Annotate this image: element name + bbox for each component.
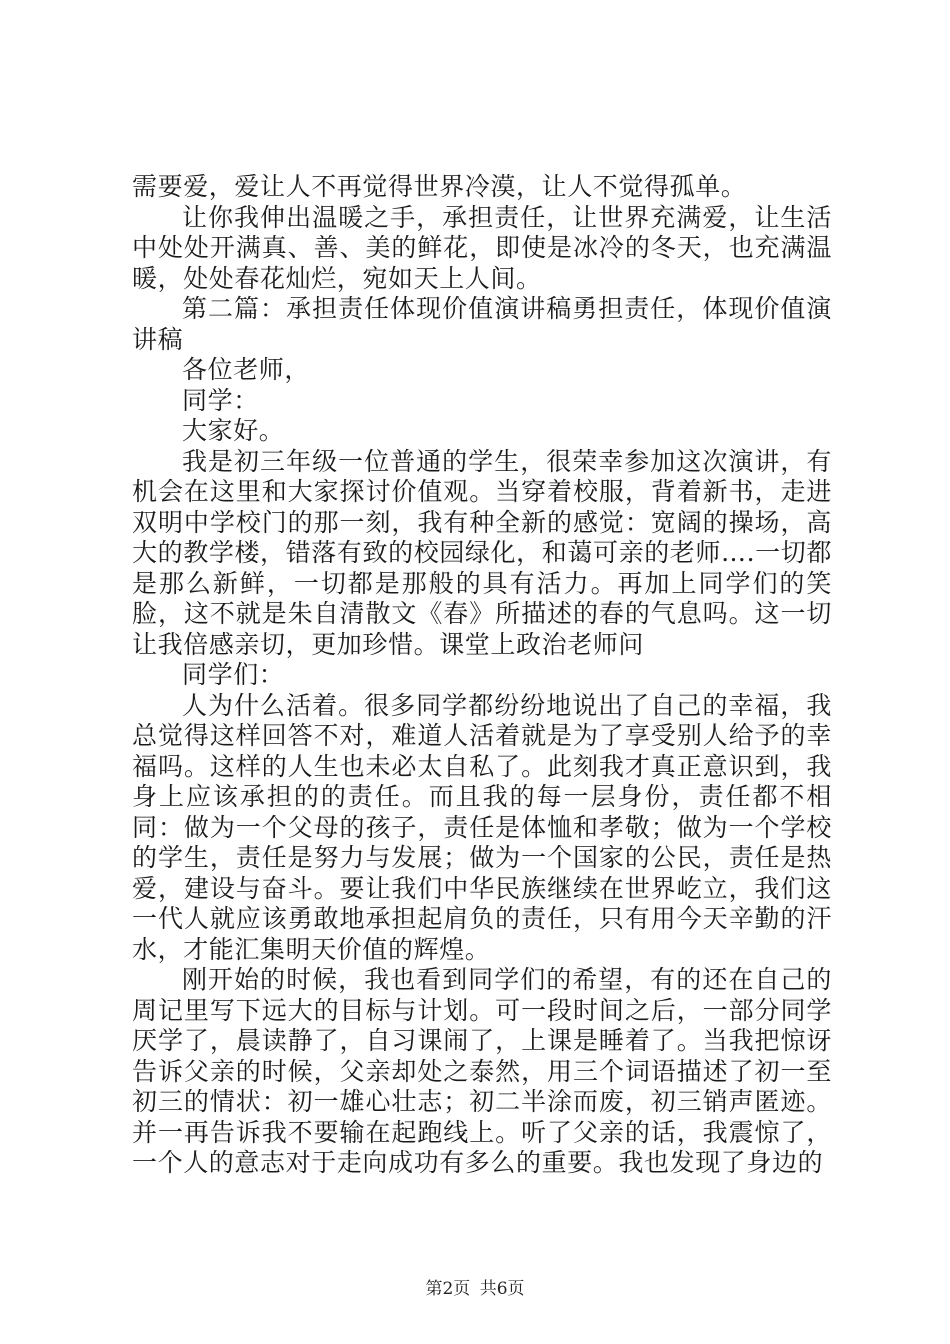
document-body — [132, 172, 832, 1179]
paragraph-2: 让你我伸出温暖之手，承担责任，让世界充满爱，让生活中处处开满真、善、美的鲜花，即使是冰冷的冬天，也充满温暖，处处春花灿烂，宛如天上人间。 — [132, 202, 832, 293]
page-number: 第2页 — [425, 1279, 471, 1299]
page-footer — [0, 1274, 950, 1299]
salutation-teachers: 各位老师， — [182, 355, 311, 384]
salutation-classmates: 同学们： — [182, 660, 285, 689]
paragraph-beginning: 刚开始的时候，我也看到同学们的希望，有的还在自己的周记里写下远大的目标与计划。可一段时间之后，一部分同学厌学了，晨读静了，自习课闹了，上课是睡着了。当我把惊讶告诉父亲的时候，父亲却处之泰然，用三个词语描述了初一至初三的情状：初一雄心壮志；初二半涂而废，初三销声匿迹。并一再告诉我不要输在起跑线上。听了父亲的话，我震惊了，一个人的意志对于走向成功有多么的重要。我也发现了身边的 — [132, 965, 832, 1177]
section-heading: 第二篇：承担责任体现价值演讲稿勇担责任，体现价值演讲稿 — [132, 294, 832, 354]
greeting: 大家好。 — [182, 416, 285, 445]
paragraph-1: 需要爱，爱让人不再觉得世界冷漠，让人不觉得孤单。 — [132, 172, 747, 201]
paragraph-responsibility: 人为什么活着。很多同学都纷纷地说出了自己的幸福，我总觉得这样回答不对，难道人活着就是为了享受别人给予的幸福吗。这样的人生也未必太自私了。此刻我才真正意识到，我身上应该承担的的责任。而且我的每一层身份，责任都不相同：做为一个父母的孩子，责任是体恤和孝敬；做为一个学校的学生，责任是努力与发展；做为一个国家的公民，责任是热爱，建设与奋斗。要让我们中华民族继续在世界屹立，我们这一代人就应该勇敢地承担起肩负的责任，只有用今天辛勤的汗水，才能汇集明天价值的辉煌。 — [132, 690, 832, 964]
paragraph-intro: 我是初三年级一位普通的学生，很荣幸参加这次演讲，有机会在这里和大家探讨价值观。当穿着校服，背着新书，走进双明中学校门的那一刻，我有种全新的感觉：宽阔的操场，高大的教学楼，错落有致的校园绿化，和蔼可亲的老师….一切都是那么新鲜，一切都是那般的具有活力。再加上同学们的笑脸，这不就是朱自清散文《春》所描述的春的气息吗。这一切让我倍感亲切，更加珍惜。课堂上政治老师问 — [132, 446, 832, 659]
salutation-students: 同学： — [182, 385, 259, 415]
page-total: 共6页 — [479, 1279, 525, 1299]
